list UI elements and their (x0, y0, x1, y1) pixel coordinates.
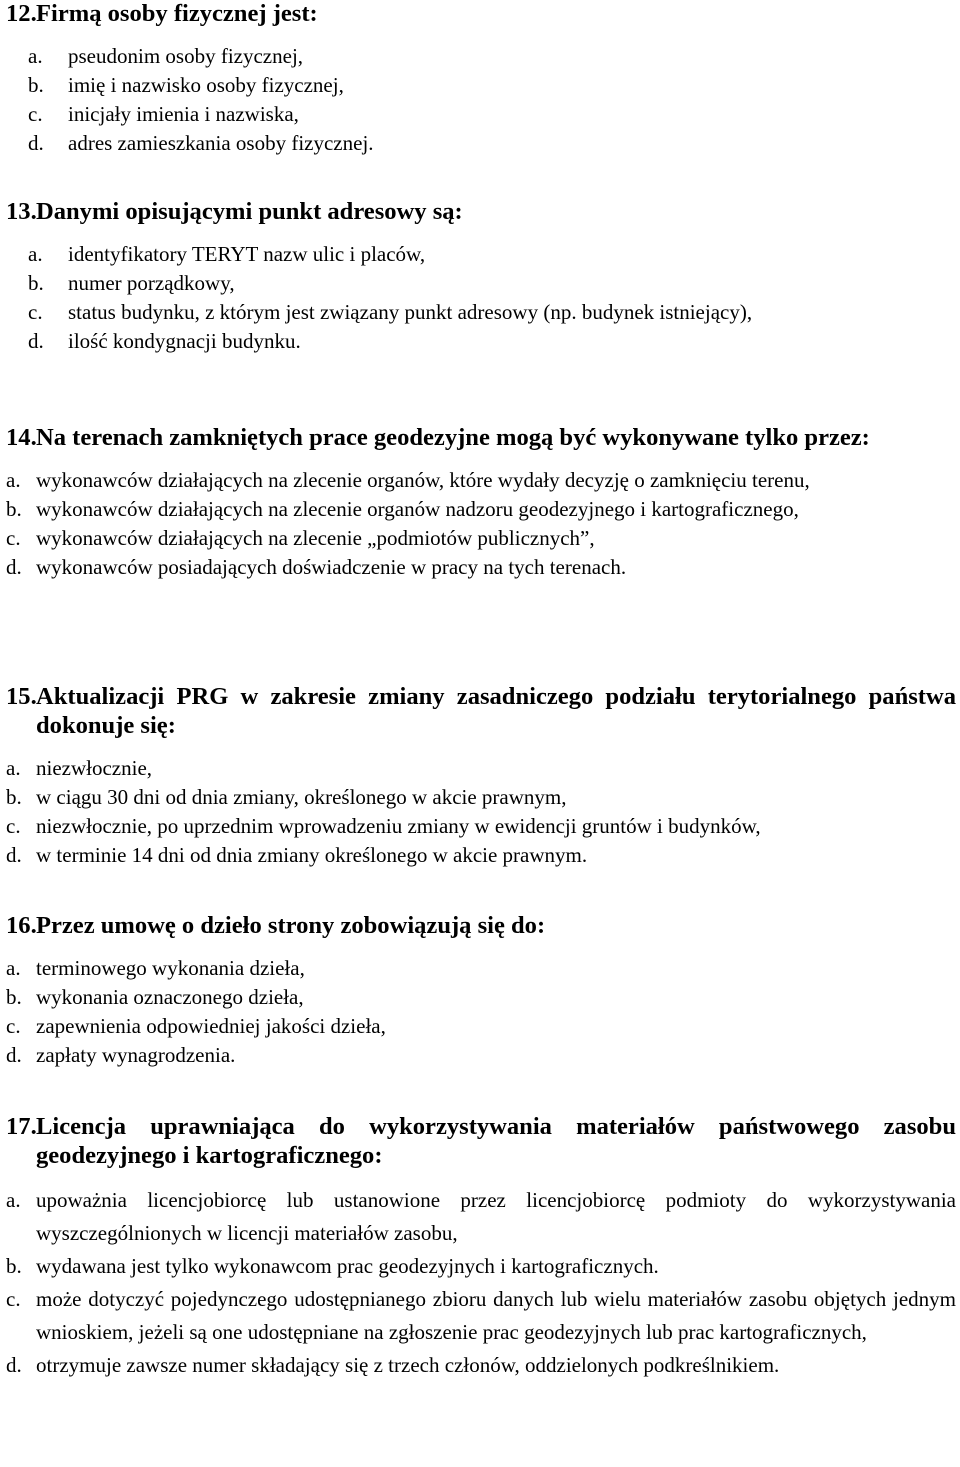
option-letter: d. (6, 555, 22, 579)
answer-option-a (28, 240, 956, 269)
option-text: inicjały imienia i nazwiska, (68, 102, 299, 126)
question-title (6, 682, 956, 740)
option-text: w terminie 14 dni od dnia zmiany określonego w akcie prawnym. (36, 843, 588, 867)
option-text: terminowego wykonania dzieła, (36, 956, 305, 980)
question-15 (6, 682, 956, 870)
answer-option-c (28, 298, 956, 327)
option-text: w ciągu 30 dni od dnia zmiany, określonego w akcie prawnym, (36, 785, 567, 809)
question-title (6, 423, 956, 452)
answer-option-d (28, 327, 956, 356)
option-text: wykonawców działających na zlecenie „podmiotów publicznych”, (36, 526, 595, 550)
answer-list (6, 42, 956, 158)
option-letter: a. (28, 242, 43, 266)
question-text: Firmą osoby fizycznej jest: (36, 0, 318, 27)
answer-option-d (6, 1041, 956, 1070)
option-letter: d. (6, 843, 22, 867)
answer-option-c (28, 100, 956, 129)
question-number: 16. (6, 912, 37, 939)
option-text: adres zamieszkania osoby fizycznej. (68, 131, 374, 155)
question-number: 14. (6, 424, 37, 451)
question-title (6, 911, 956, 940)
answer-list (6, 1184, 956, 1382)
question-16 (6, 911, 956, 1070)
option-text: zapłaty wynagrodzenia. (36, 1043, 236, 1067)
answer-option-d (6, 553, 956, 582)
option-letter: c. (6, 1014, 21, 1038)
option-letter: a. (6, 756, 21, 780)
question-17 (6, 1112, 956, 1382)
answer-option-a (6, 954, 956, 983)
answer-list (6, 754, 956, 870)
question-title (6, 1112, 956, 1170)
option-letter: d. (6, 1353, 22, 1377)
answer-option-b (6, 983, 956, 1012)
option-text: ilość kondygnacji budynku. (68, 329, 301, 353)
option-letter: d. (28, 131, 44, 155)
option-text: wykonawców posiadających doświadczenie w pracy na tych terenach. (36, 555, 627, 579)
option-letter: a. (28, 44, 43, 68)
option-text: upoważnia licencjobiorcę lub ustanowione przez licencjobiorcę podmioty do wykorzystywania wyszczególnionych w licencji materiałów zasobu, (36, 1188, 956, 1245)
option-text: wykonawców działających na zlecenie organów, które wydały decyzję o zamknięciu terenu, (36, 468, 810, 492)
option-letter: b. (28, 271, 44, 295)
option-letter: b. (6, 985, 22, 1009)
question-14 (6, 423, 956, 582)
option-text: wydawana jest tylko wykonawcom prac geodezyjnych i kartograficznych. (36, 1254, 659, 1278)
question-text: Aktualizacji PRG w zakresie zmiany zasadniczego podziału terytorialnego państwa dokonuje się: (36, 683, 956, 739)
question-13 (6, 197, 956, 356)
question-number: 15. (6, 683, 37, 710)
answer-option-c (6, 1283, 956, 1349)
option-letter: a. (6, 956, 21, 980)
answer-list (6, 466, 956, 582)
option-text: imię i nazwisko osoby fizycznej, (68, 73, 344, 97)
answer-option-b (6, 1250, 956, 1283)
question-text: Licencja uprawniająca do wykorzystywania materiałów państwowego zasobu geodezyjnego i kartograficznego: (36, 1113, 956, 1169)
answer-option-d (6, 1349, 956, 1382)
answer-option-b (6, 783, 956, 812)
option-letter: d. (28, 329, 44, 353)
option-text: pseudonim osoby fizycznej, (68, 44, 304, 68)
option-letter: a. (6, 468, 21, 492)
option-letter: b. (6, 1254, 22, 1278)
answer-option-b (28, 71, 956, 100)
option-letter: c. (28, 300, 43, 324)
answer-option-a (6, 754, 956, 783)
answer-option-c (6, 1012, 956, 1041)
answer-option-b (28, 269, 956, 298)
option-text: wykonawców działających na zlecenie organów nadzoru geodezyjnego i kartograficznego, (36, 497, 799, 521)
answer-option-d (6, 841, 956, 870)
question-text: Na terenach zamkniętych prace geodezyjne mogą być wykonywane tylko przez: (36, 424, 870, 451)
answer-option-b (6, 495, 956, 524)
option-letter: b. (6, 785, 22, 809)
option-letter: c. (6, 1287, 21, 1311)
answer-list (6, 240, 956, 356)
answer-list (6, 954, 956, 1070)
option-text: niezwłocznie, (36, 756, 153, 780)
option-letter: c. (6, 814, 21, 838)
option-text: niezwłocznie, po uprzednim wprowadzeniu zmiany w ewidencji gruntów i budynków, (36, 814, 761, 838)
question-text: Danymi opisującymi punkt adresowy są: (36, 198, 463, 225)
option-letter: c. (28, 102, 43, 126)
answer-option-d (28, 129, 956, 158)
answer-option-a (28, 42, 956, 71)
question-number: 17. (6, 1113, 37, 1140)
question-number: 12. (6, 0, 37, 27)
option-letter: a. (6, 1188, 21, 1212)
question-title (6, 197, 956, 226)
option-letter: c. (6, 526, 21, 550)
option-text: zapewnienia odpowiedniej jakości dzieła, (36, 1014, 386, 1038)
option-text: otrzymuje zawsze numer składający się z trzech członów, oddzielonych podkreślnikiem. (36, 1353, 780, 1377)
option-letter: d. (6, 1043, 22, 1067)
answer-option-a (6, 1184, 956, 1250)
question-12 (6, 0, 956, 158)
question-text: Przez umowę o dzieło strony zobowiązują się do: (36, 912, 546, 939)
option-text: status budynku, z którym jest związany punkt adresowy (np. budynek istniejący), (68, 300, 753, 324)
answer-option-c (6, 812, 956, 841)
option-text: identyfikatory TERYT nazw ulic i placów, (68, 242, 426, 266)
option-text: może dotyczyć pojedynczego udostępnianego zbioru danych lub wielu materiałów zasobu objętych jednym wnioskiem, jeżeli są one udostępniane na zgłoszenie prac geodezyjnych lub prac kartograficznych, (36, 1287, 956, 1344)
option-letter: b. (28, 73, 44, 97)
question-number: 13. (6, 198, 37, 225)
option-text: numer porządkowy, (68, 271, 235, 295)
answer-option-c (6, 524, 956, 553)
option-letter: b. (6, 497, 22, 521)
option-text: wykonania oznaczonego dzieła, (36, 985, 304, 1009)
question-title (6, 0, 956, 28)
answer-option-a (6, 466, 956, 495)
